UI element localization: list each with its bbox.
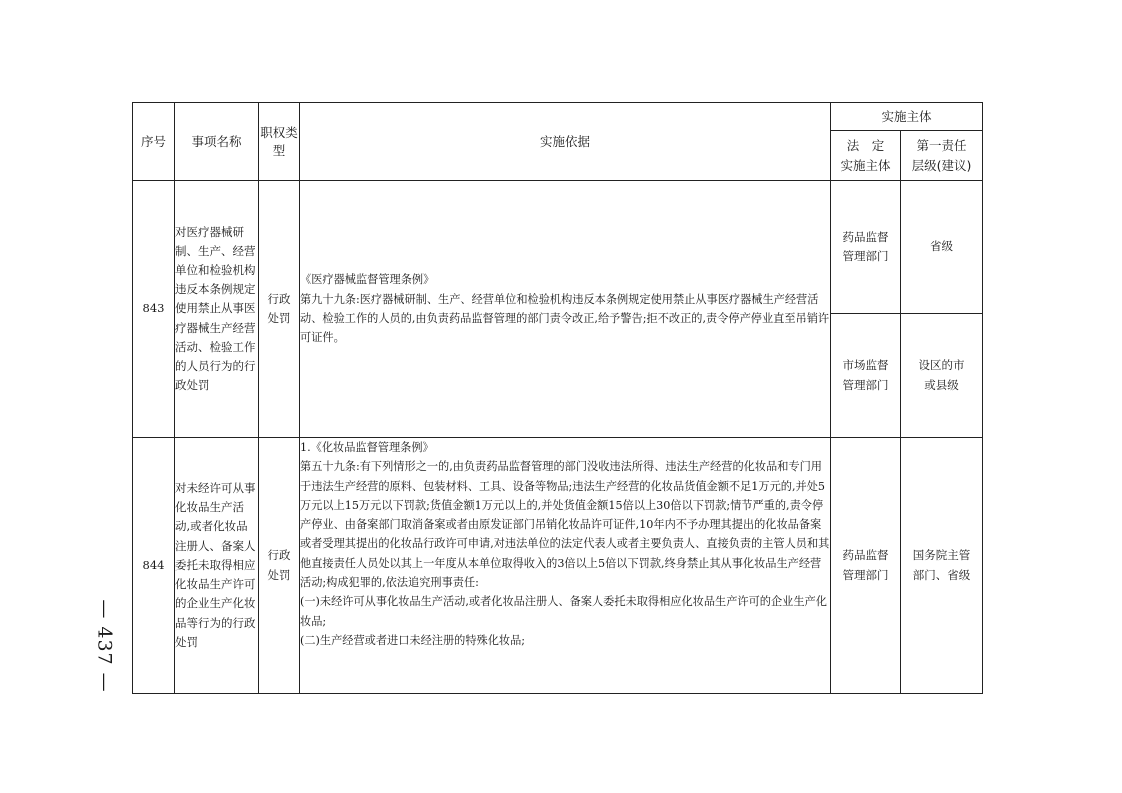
row-basis <box>300 438 831 694</box>
header-type: 职权类型 <box>259 103 300 181</box>
header-basis: 实施依据 <box>300 103 831 181</box>
row-legal-subject: 药品监督管理部门 <box>831 181 901 314</box>
row-responsibility-level: 国务院主管部门、省级 <box>901 438 983 694</box>
basis-paragraph: 1.《化妆品监督管理条例》 <box>300 441 434 454</box>
header-row-1 <box>133 103 983 131</box>
row-item-name: 对医疗器械研制、生产、经营单位和检验机构违反本条例规定使用禁止从事医疗器械生产经营活动、检验工作的人员行为的行政处罚 <box>175 181 259 438</box>
header-name: 事项名称 <box>175 103 259 181</box>
basis-paragraph: 《医疗器械监督管理条例》 <box>300 273 435 287</box>
row-basis <box>300 181 831 438</box>
table-row <box>133 438 983 694</box>
header-subject: 实施主体 <box>831 103 983 131</box>
header-seq: 序号 <box>133 103 175 181</box>
header-legal-subject: 法 定 实施主体 <box>831 131 901 181</box>
table-row <box>133 181 983 314</box>
row-legal-subject: 市场监督管理部门 <box>831 314 901 438</box>
header-responsibility-level: 第一责任 层级(建议) <box>901 131 983 181</box>
page-number: — 437 — <box>94 599 117 693</box>
row-seq: 844 <box>133 438 175 694</box>
authority-table <box>132 102 983 694</box>
row-legal-subject: 药品监督管理部门 <box>831 438 901 694</box>
row-responsibility-level: 设区的市或县级 <box>901 314 983 438</box>
row-item-name: 对未经许可从事化妆品生产活动,或者化妆品注册人、备案人委托未取得相应化妆品生产许可的企业生产化妆品等行为的行政处罚 <box>175 438 259 694</box>
row-responsibility-level: 省级 <box>901 181 983 314</box>
row-authority-type: 行政处罚 <box>259 181 300 438</box>
basis-paragraph: (一)未经许可从事化妆品生产活动,或者化妆品注册人、备案人委托未取得相应化妆品生产许可的企业生产化妆品; <box>300 595 827 628</box>
basis-paragraph: 第九十九条:医疗器械研制、生产、经营单位和检验机构违反本条例规定使用禁止从事医疗器械生产经营活动、检验工作的人员的,由负责药品监督管理的部门责令改正,给予警告;拒不改正的,责令停产停业直至吊销许可证件。 <box>300 292 830 345</box>
basis-paragraph: (二)生产经营或者进口未经注册的特殊化妆品; <box>300 633 526 647</box>
row-authority-type: 行政处罚 <box>259 438 300 694</box>
row-seq: 843 <box>133 181 175 438</box>
basis-paragraph: 第五十九条:有下列情形之一的,由负责药品监督管理的部门没收违法所得、违法生产经营的化妆品和专门用于违法生产经营的原料、包装材料、工具、设备等物品;违法生产经营的化妆品货值金额不足1万元的,并处5万元以上15万元以下罚款;货值金额1万元以上的,并处货值金额15倍以上30倍以下罚款;情节严重的,责令停产停业、由备案部门取消备案或者由原发证部门吊销化妆品许可证件,10年内不予办理其提出的化妆品备案或者受理其提出的化妆品行政许可申请,对违法单位的法定代表人或者主要负责人、直接负责的主管人员和其他直接责任人员处以其上一年度从本单位取得收入的3倍以上5倍以下罚款,终身禁止其从事化妆品生产经营活动;构成犯罪的,依法追究刑事责任: <box>300 460 830 590</box>
